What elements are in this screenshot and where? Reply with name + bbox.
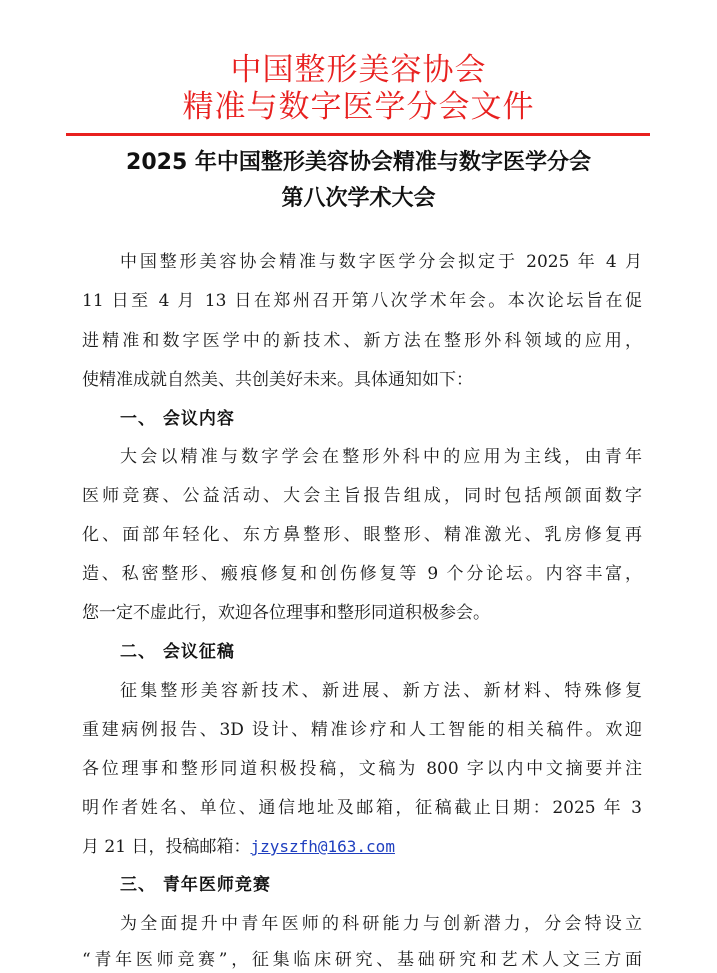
red-header-rule bbox=[66, 133, 650, 136]
issuing-org-line-1: 中国整形美容协会 bbox=[230, 52, 487, 88]
intro-line-1: 中国整形美容协会精准与数字医学分会拟定于 2025 年 4 月 bbox=[120, 252, 642, 272]
section-2-line-2: 重建病例报告、3D 设计、精准诊疗和人工智能的相关稿件。欢迎 bbox=[82, 720, 642, 740]
intro-line-2: 11 日至 4 月 13 日在郑州召开第八次学术年会。本次论坛旨在促 bbox=[82, 291, 642, 311]
section-3-line-1: 为全面提升中青年医师的科研能力与创新潜力，分会特设立 bbox=[120, 914, 642, 934]
document-title-line-2: 第八次学术大会 bbox=[281, 186, 436, 211]
section-1-heading: 一、 会议内容 bbox=[120, 409, 235, 429]
section-1-line-1: 大会以精准与数字学会在整形外科中的应用为主线，由青年 bbox=[120, 447, 642, 467]
section-1-line-3: 化、面部年轻化、东方鼻整形、眼整形、精准激光、乳房修复再 bbox=[82, 525, 642, 545]
submission-email-label: 月 21 日，投稿邮箱： bbox=[82, 837, 251, 857]
issuing-org-line-2: 精准与数字医学分会文件 bbox=[182, 89, 535, 125]
section-1-line-2: 医师竞赛、公益活动、大会主旨报告组成，同时包括颅颌面数字 bbox=[82, 486, 642, 506]
section-3-line-2: “青年医师竞赛”，征集临床研究、基础研究和艺术人文三方面 bbox=[82, 950, 642, 970]
section-2-heading: 二、 会议征稿 bbox=[120, 642, 235, 662]
intro-line-4: 使精准成就自然美、共创美好未来。具体通知如下： bbox=[82, 370, 473, 390]
section-2-line-4: 明作者姓名、单位、通信地址及邮箱，征稿截止日期：2025 年 3 bbox=[82, 798, 642, 818]
section-1-line-4: 造、私密整形、瘢痕修复和创伤修复等 9 个分论坛。内容丰富， bbox=[82, 564, 642, 584]
section-2-line-1: 征集整形美容新技术、新进展、新方法、新材料、特殊修复 bbox=[120, 681, 642, 701]
intro-line-3: 进精准和数字医学中的新技术、新方法在整形外科领域的应用， bbox=[82, 331, 642, 351]
section-2-line-5 bbox=[82, 834, 642, 860]
document-title-line-1: 2025 年中国整形美容协会精准与数字医学分会 bbox=[126, 150, 591, 175]
section-3-heading: 三、 青年医师竞赛 bbox=[120, 875, 271, 895]
section-2-line-3: 各位理事和整形同道积极投稿，文稿为 800 字以内中文摘要并注 bbox=[82, 759, 642, 779]
submission-email-link[interactable]: jzyszfh@163.com bbox=[250, 837, 395, 856]
section-1-line-5: 您一定不虚此行，欢迎各位理事和整形同道积极参会。 bbox=[82, 603, 490, 623]
